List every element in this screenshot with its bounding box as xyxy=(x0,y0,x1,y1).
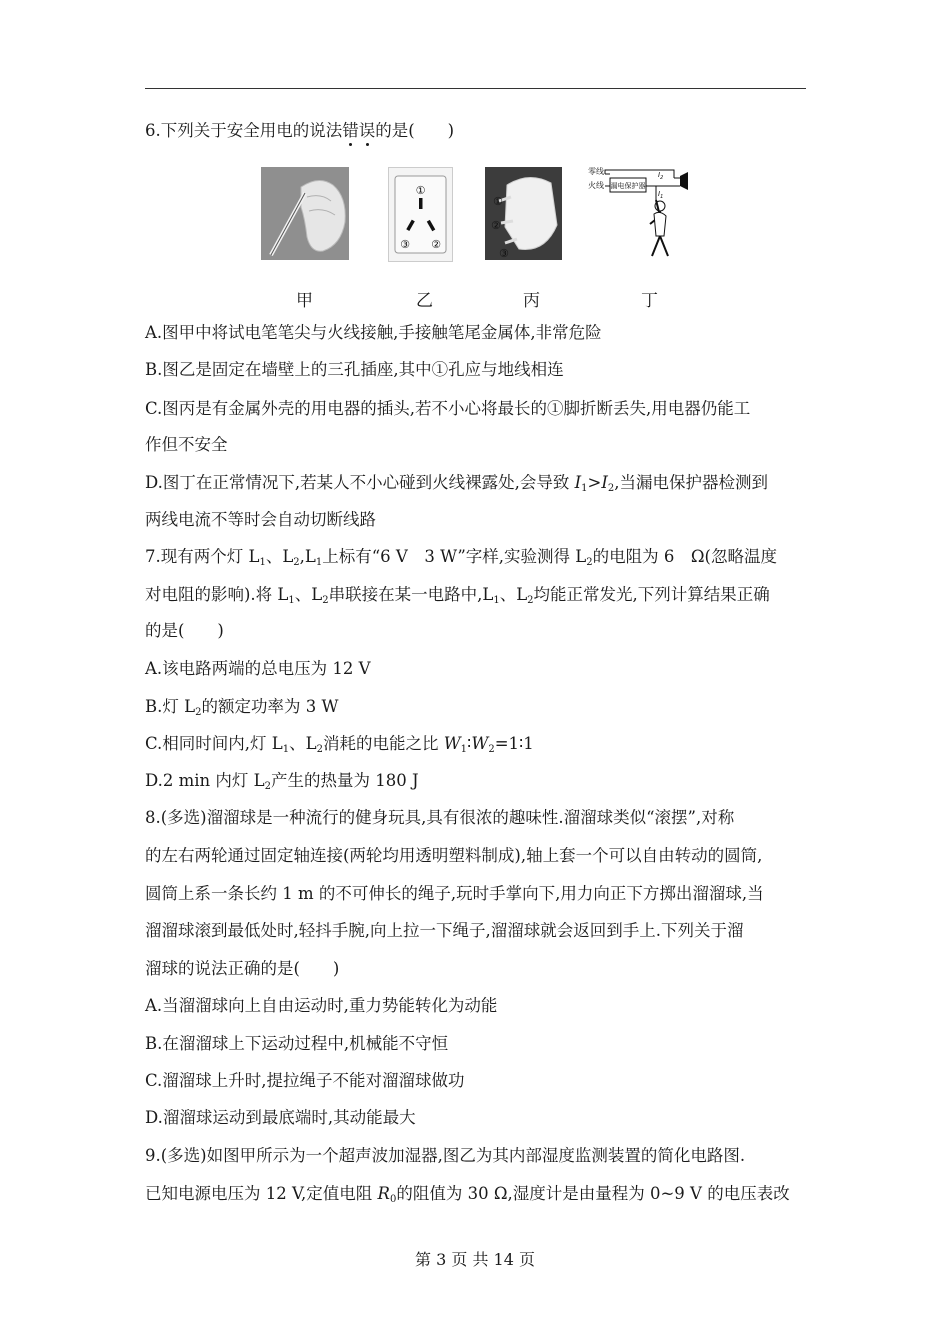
plug-pin-2-label: ② xyxy=(491,219,501,232)
figure-jia xyxy=(261,167,349,260)
three-pin-plug-photo xyxy=(485,167,562,260)
figure-ding xyxy=(588,164,694,260)
figure-label-bing: 丙 xyxy=(523,291,540,311)
q6-emphasis-char: 误 xyxy=(358,121,376,140)
q8-option-a: A.当溜溜球向上自由运动时,重力势能转化为动能 xyxy=(145,996,498,1015)
q6-option-b: B.图乙是固定在墙壁上的三孔插座,其中①孔应与地线相连 xyxy=(145,360,564,379)
q7-option-c: C.相同时间内,灯 $L_1$、$L_2$消耗的电能之比 $W_1∶W_2=1∶1$ xyxy=(145,734,534,755)
q8-stem-4: 溜溜球滚到最低处时,轻抖手腕,向上拉一下绳子,溜溜球就会返回到手上.下列关于溜 xyxy=(145,921,744,940)
current-i1-label: $I_1$ xyxy=(658,190,664,200)
leakage-protector-diagram xyxy=(588,164,694,260)
q8-option-d: D.溜溜球运动到最底端时,其动能最大 xyxy=(145,1108,416,1127)
socket-hole-3-label: ③ xyxy=(400,238,410,251)
q8-option-b: B.在溜溜球上下运动过程中,机械能不守恒 xyxy=(145,1034,449,1053)
q9-stem-1: 9.(多选)如图甲所示为一个超声波加湿器,图乙为其内部湿度监测装置的简化电路图. xyxy=(145,1146,746,1165)
q6-emphasis-char: 错 xyxy=(342,121,359,140)
figure-bing xyxy=(485,167,562,260)
plug-pin-3-label: ③ xyxy=(499,247,509,260)
q6-option-c-cont: 作但不安全 xyxy=(145,435,228,454)
figure-label-jia: 甲 xyxy=(296,291,313,311)
q7-option-a: A.该电路两端的总电压为 12 V xyxy=(145,659,371,678)
current-i2-label: $I_2$ xyxy=(658,171,664,181)
q6-option-c: C.图丙是有金属外壳的用电器的插头,若不小心将最长的①脚折断丢失,用电器仍能工 xyxy=(145,399,751,418)
socket-hole-2-label: ② xyxy=(431,238,441,251)
q7-option-d: D.2 min 内灯 $L_2$产生的热量为 180 J xyxy=(145,771,419,792)
protector-label: 漏电保护器 xyxy=(610,182,646,190)
q8-stem-5: 溜球的说法正确的是( ) xyxy=(145,959,340,978)
q8-option-c: C.溜溜球上升时,提拉绳子不能对溜溜球做功 xyxy=(145,1071,465,1090)
plug-pin-1-label: ① xyxy=(493,195,503,208)
three-hole-socket xyxy=(389,168,452,261)
q7-stem: 7.现有两个灯 $L_1$、$L_2,L_1$上标有“6 V 3 W”字样,实验测得 $L_2$的电阻为 6 Ω(忽略温度 xyxy=(145,547,777,568)
header-rule xyxy=(145,88,806,89)
q8-stem-1: 8.(多选)溜溜球是一种流行的健身玩具,具有很浓的趣味性.溜溜球类似“滚摆”,对称 xyxy=(145,808,735,827)
q8-stem-2: 的左右两轮通过固定轴连接(两轮均用透明塑料制成),轴上套一个可以自由转动的圆筒, xyxy=(145,846,763,865)
page-footer: 第 3 页 共 14 页 xyxy=(415,1250,535,1269)
q7-stem-end: 的是( ) xyxy=(145,621,224,640)
q9-stem-2: 已知电源电压为 12 V,定值电阻 $R_0$的阻值为 30 Ω,湿度计是由量程为 0~9 V 的电压表改 xyxy=(145,1184,790,1205)
figure-yi xyxy=(388,167,453,262)
live-wire-label: 火线 xyxy=(588,181,604,190)
q6-stem-text: 6.下列关于安全用电的说法 xyxy=(145,121,343,140)
q6-stem xyxy=(145,121,454,141)
q7-stem-cont: 对电阻的影响).将 $L_1$、$L_2$串联接在某一电路中$,L_1$、$L_2$均能正常发光,下列计算结果正确 xyxy=(145,585,770,606)
socket-hole-1-label: ① xyxy=(415,184,426,197)
q6-option-d: D.图丁在正常情况下,若某人不小心碰到火线裸露处,会导致 $I_1>I_2$,当漏电保护器检测到 xyxy=(145,473,769,494)
q6-option-a: A.图甲中将试电笔笔尖与火线接触,手接触笔尾金属体,非常危险 xyxy=(145,323,602,342)
figure-label-yi: 乙 xyxy=(416,291,433,311)
q8-stem-3: 圆筒上系一条长约 1 m 的不可伸长的绳子,玩时手掌向下,用力向正下方掷出溜溜球,当 xyxy=(145,884,764,903)
figure-label-ding: 丁 xyxy=(641,291,658,311)
q6-option-d-cont: 两线电流不等时会自动切断线路 xyxy=(145,510,376,529)
test-pen-photo xyxy=(261,167,349,260)
q6-stem-text: 的是( ) xyxy=(375,121,455,140)
neutral-wire-label: 零线 xyxy=(588,167,604,176)
q7-option-b: B.灯 $L_2$的额定功率为 3 W xyxy=(145,697,339,718)
